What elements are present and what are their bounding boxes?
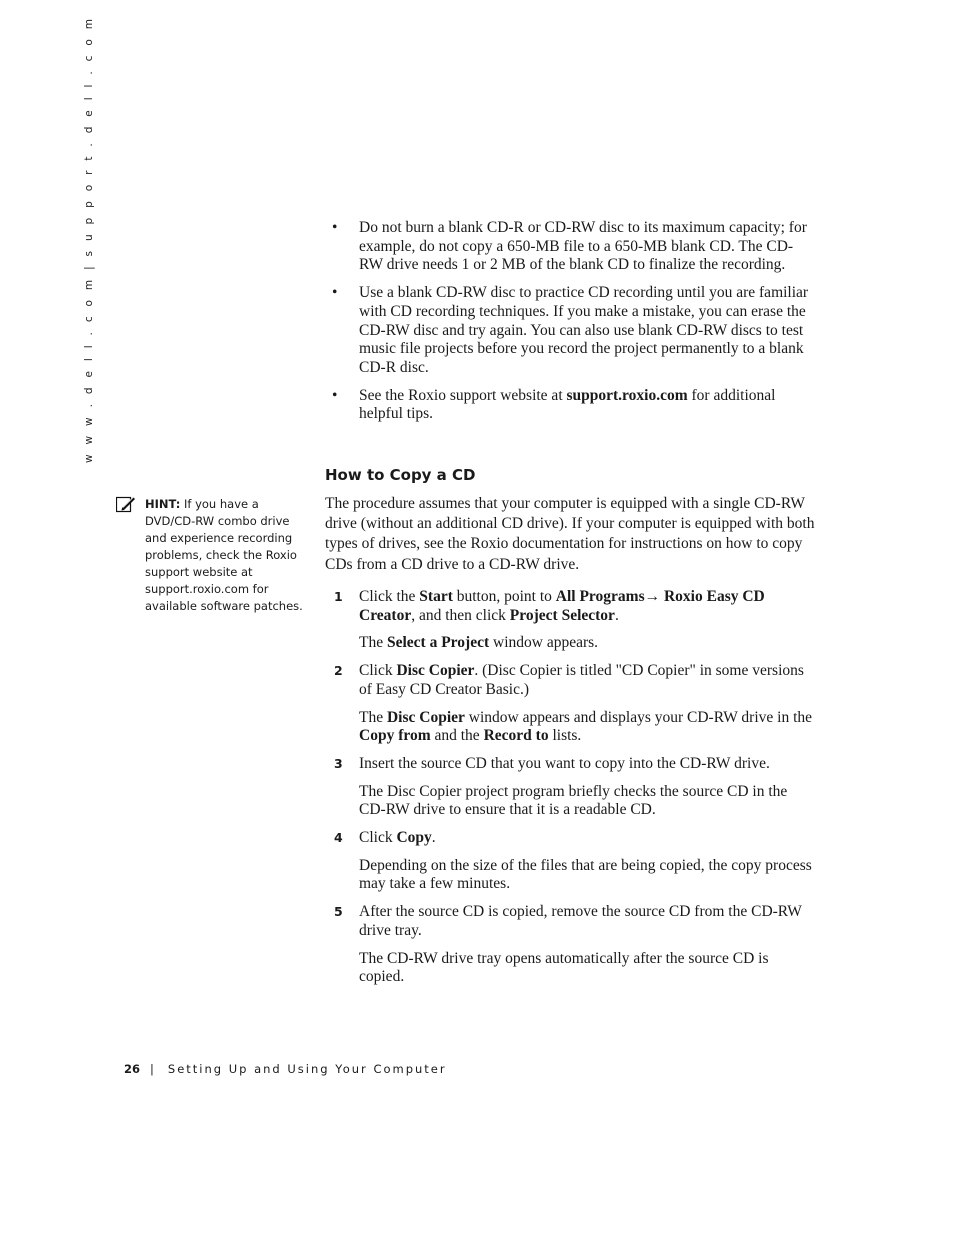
note-text: window appears. <box>489 634 599 652</box>
step-text: After the source CD is copied, remove the source CD from the CD-RW drive tray. <box>359 903 802 939</box>
bullet-text: Use a blank CD-RW disc to practice CD recording until you are familiar with CD recording techniques. If you make a mistake, you can erase the CD-RW disc and try again. You can also use blank CD-RW discs to test music file projects before you record the project permanently to a blank CD-R disc. <box>359 284 809 376</box>
procedure-steps <box>332 588 814 996</box>
bullet-text: Do not burn a blank CD-R or CD-RW disc to its maximum capacity; for example, do not copy a 650-MB file to a 650-MB blank CD. The CD-RW drive needs 1 or 2 MB of the blank CD to finalize the recording. <box>359 219 807 274</box>
step-text: . (Disc Copier is titled "CD Copier" in some versions of Easy CD Creator Basic.) <box>359 662 804 698</box>
step-text: . <box>431 829 436 847</box>
step-1 <box>332 588 814 625</box>
note-text: The <box>359 634 387 652</box>
ui-term-roxio: Roxio Easy CD Creator <box>359 588 765 624</box>
hint-support-link[interactable]: support.roxio.com <box>145 582 250 596</box>
step-text: Click <box>359 662 397 680</box>
chapter-title: Setting Up and Using Your Computer <box>167 1062 447 1076</box>
list-item <box>332 284 814 378</box>
ui-term-all-programs: All Programs <box>555 588 645 605</box>
ui-term-record-to: Record to <box>483 727 549 745</box>
step-3 <box>332 755 814 774</box>
arrow-icon: → <box>644 588 661 605</box>
step-text: Click <box>359 829 397 847</box>
hint-sidebar <box>145 496 305 615</box>
ui-term-project-selector: Project Selector <box>509 606 615 624</box>
step-5 <box>332 903 814 940</box>
page-footer <box>124 1062 447 1076</box>
note-text: window appears and displays your CD-RW drive in the <box>464 708 813 726</box>
tips-bullet-list <box>332 219 814 433</box>
list-item <box>332 387 814 424</box>
ui-term-copy-from: Copy from <box>359 727 431 745</box>
intro-paragraph: The procedure assumes that your computer is equipped with a single CD-RW drive (without an additional CD drive). If your computer is equipped with both types of drives, see the Roxio documentation for instructions on how to copy CDs from a CD drive to a CD-RW drive. <box>325 495 815 573</box>
ui-term-start: Start <box>419 588 453 605</box>
step-1-note <box>332 634 814 653</box>
step-text: . <box>614 606 619 624</box>
list-item <box>332 219 814 275</box>
step-text: Insert the source CD that you want to copy into the CD-RW drive. <box>359 754 770 772</box>
step-2-note <box>332 709 814 746</box>
bullet-symbol: • <box>332 219 338 236</box>
step-4-note <box>332 857 814 894</box>
hint-text-part: for available software patches. <box>145 582 303 613</box>
pencil-note-icon <box>116 495 136 513</box>
footer-separator: | <box>150 1062 154 1076</box>
bullet-text-post: for additional helpful tips. <box>359 386 776 423</box>
ui-term-copy: Copy <box>396 829 432 847</box>
step-number: 5 <box>334 904 343 920</box>
step-number: 3 <box>334 755 343 771</box>
step-3-note <box>332 783 814 820</box>
note-text: Depending on the size of the files that are being copied, the copy process may take a few minutes. <box>359 856 812 893</box>
step-5-note <box>332 950 814 987</box>
section-heading: How to Copy a CD <box>325 466 476 484</box>
bullet-symbol: • <box>332 284 338 302</box>
page-number: 26 <box>124 1062 141 1076</box>
bullet-symbol: • <box>332 386 338 404</box>
ui-term-disc-copier: Disc Copier <box>386 708 465 726</box>
step-text: Click the <box>359 588 420 605</box>
hint-label: HINT: <box>145 497 181 511</box>
step-4 <box>332 829 814 848</box>
note-text: and the <box>430 727 484 745</box>
ui-term-disc-copier: Disc Copier <box>396 662 475 680</box>
step-2 <box>332 662 814 699</box>
step-text: button, point to <box>452 588 556 605</box>
note-text: The <box>359 708 387 726</box>
side-url-text: w w w . d e l l . c o m | s u p p o r t . d e l l . c o m <box>83 15 95 463</box>
bullet-text-pre: See the Roxio support website at <box>359 386 567 404</box>
roxio-support-link[interactable]: support.roxio.com <box>566 386 688 404</box>
note-text: The CD-RW drive tray opens automatically after the source CD is copied. <box>359 949 769 986</box>
step-number: 4 <box>334 830 343 846</box>
note-text: lists. <box>548 727 582 745</box>
step-number: 2 <box>334 663 343 679</box>
hint-text-part: If you have a DVD/CD-RW combo drive and experience recording problems, check the Roxio support website at <box>145 497 297 579</box>
step-text: , and then click <box>411 606 510 624</box>
step-number: 1 <box>334 589 343 604</box>
note-text: The Disc Copier project program briefly checks the source CD in the CD-RW drive to ensure that it is a readable CD. <box>359 782 788 819</box>
ui-term-select-project: Select a Project <box>386 634 490 652</box>
